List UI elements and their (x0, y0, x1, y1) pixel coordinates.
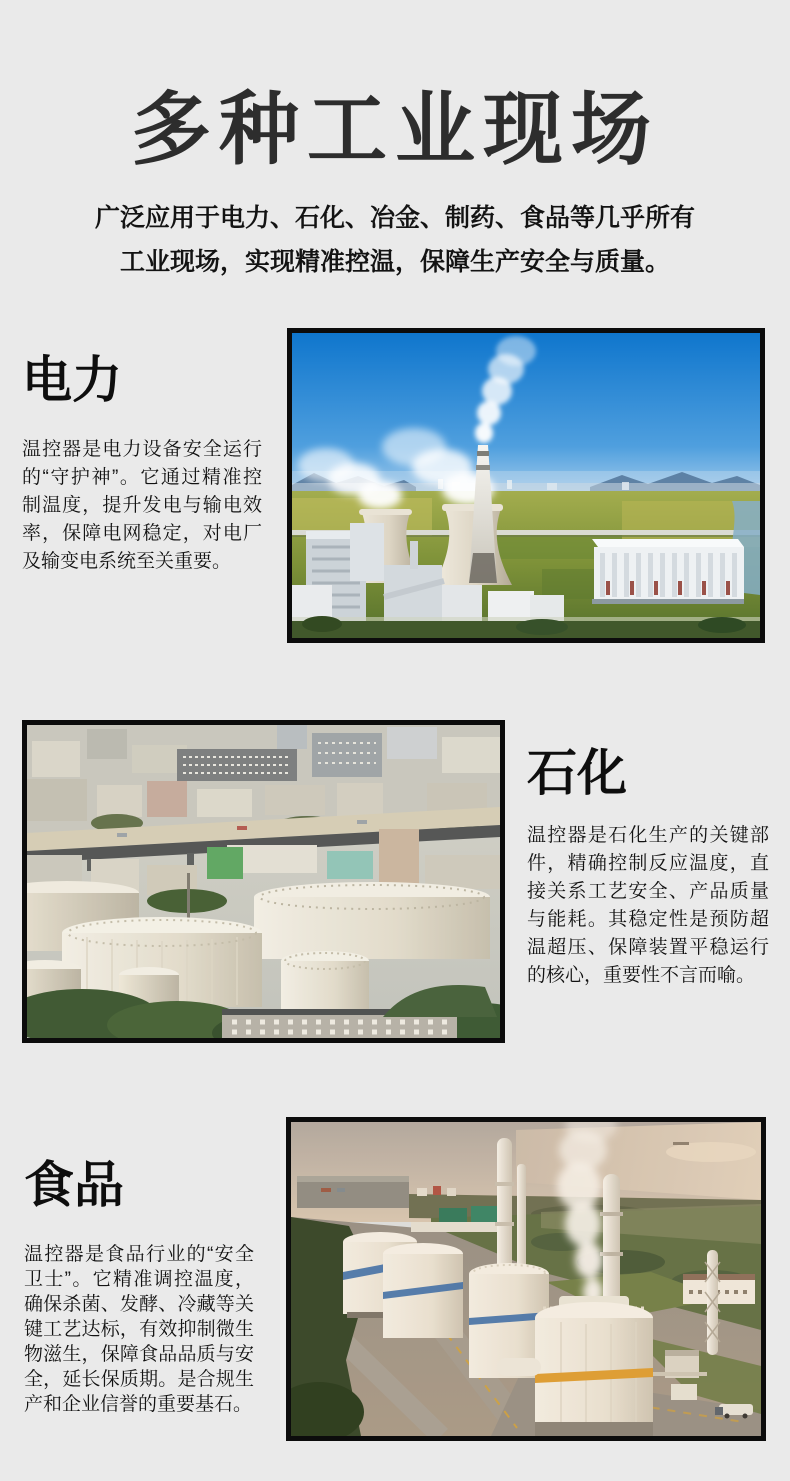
section-body-food: 温控器是食品行业的“安全卫士”。它精准调控温度，确保杀菌、发酵、冷藏等关键工艺达标，有效抑制微生物滋生，保障食品品质与安全，延长保质期。是合规生产和企业信誉的重要基石。 (24, 1244, 254, 1415)
food-industry-illustration (291, 1122, 761, 1436)
section-title-food: 食品 (24, 1157, 124, 1213)
foreground-greenery (292, 616, 760, 638)
page-title: 多种工业现场 (131, 85, 659, 174)
warehouse (592, 539, 744, 604)
section-body-power: 温控器是电力设备安全运行的“守护神”。它通过精准控制温度，提升发电与输电效率，保障电网稳定，对电厂及输变电系统至关重要。 (22, 439, 262, 572)
warm-light-overlay (27, 725, 500, 1038)
section-title-power: 电力 (22, 352, 122, 408)
subtitle-line-2: 工业现场，实现精准控温，保障生产安全与质量。 (119, 248, 670, 276)
section-title-petrochemical: 石化 (527, 745, 627, 801)
food-industry-image (286, 1117, 766, 1441)
subtitle-line-1: 广泛应用于电力、石化、冶金、制药、食品等几乎所有 (94, 204, 695, 232)
page-subtitle (0, 196, 790, 284)
petrochemical-illustration (27, 725, 500, 1038)
petrochemical-image (22, 720, 505, 1043)
section-body-petrochemical: 温控器是石化生产的关键部件，精确控制反应温度，直接关系工艺安全、产品质量与能耗。其稳定性是预防超温超压、保障装置平稳运行的核心，重要性不言而喻。 (527, 825, 769, 986)
power-plant-image (287, 328, 765, 643)
sunset-overlay (291, 1122, 761, 1436)
power-plant-illustration (292, 333, 760, 638)
